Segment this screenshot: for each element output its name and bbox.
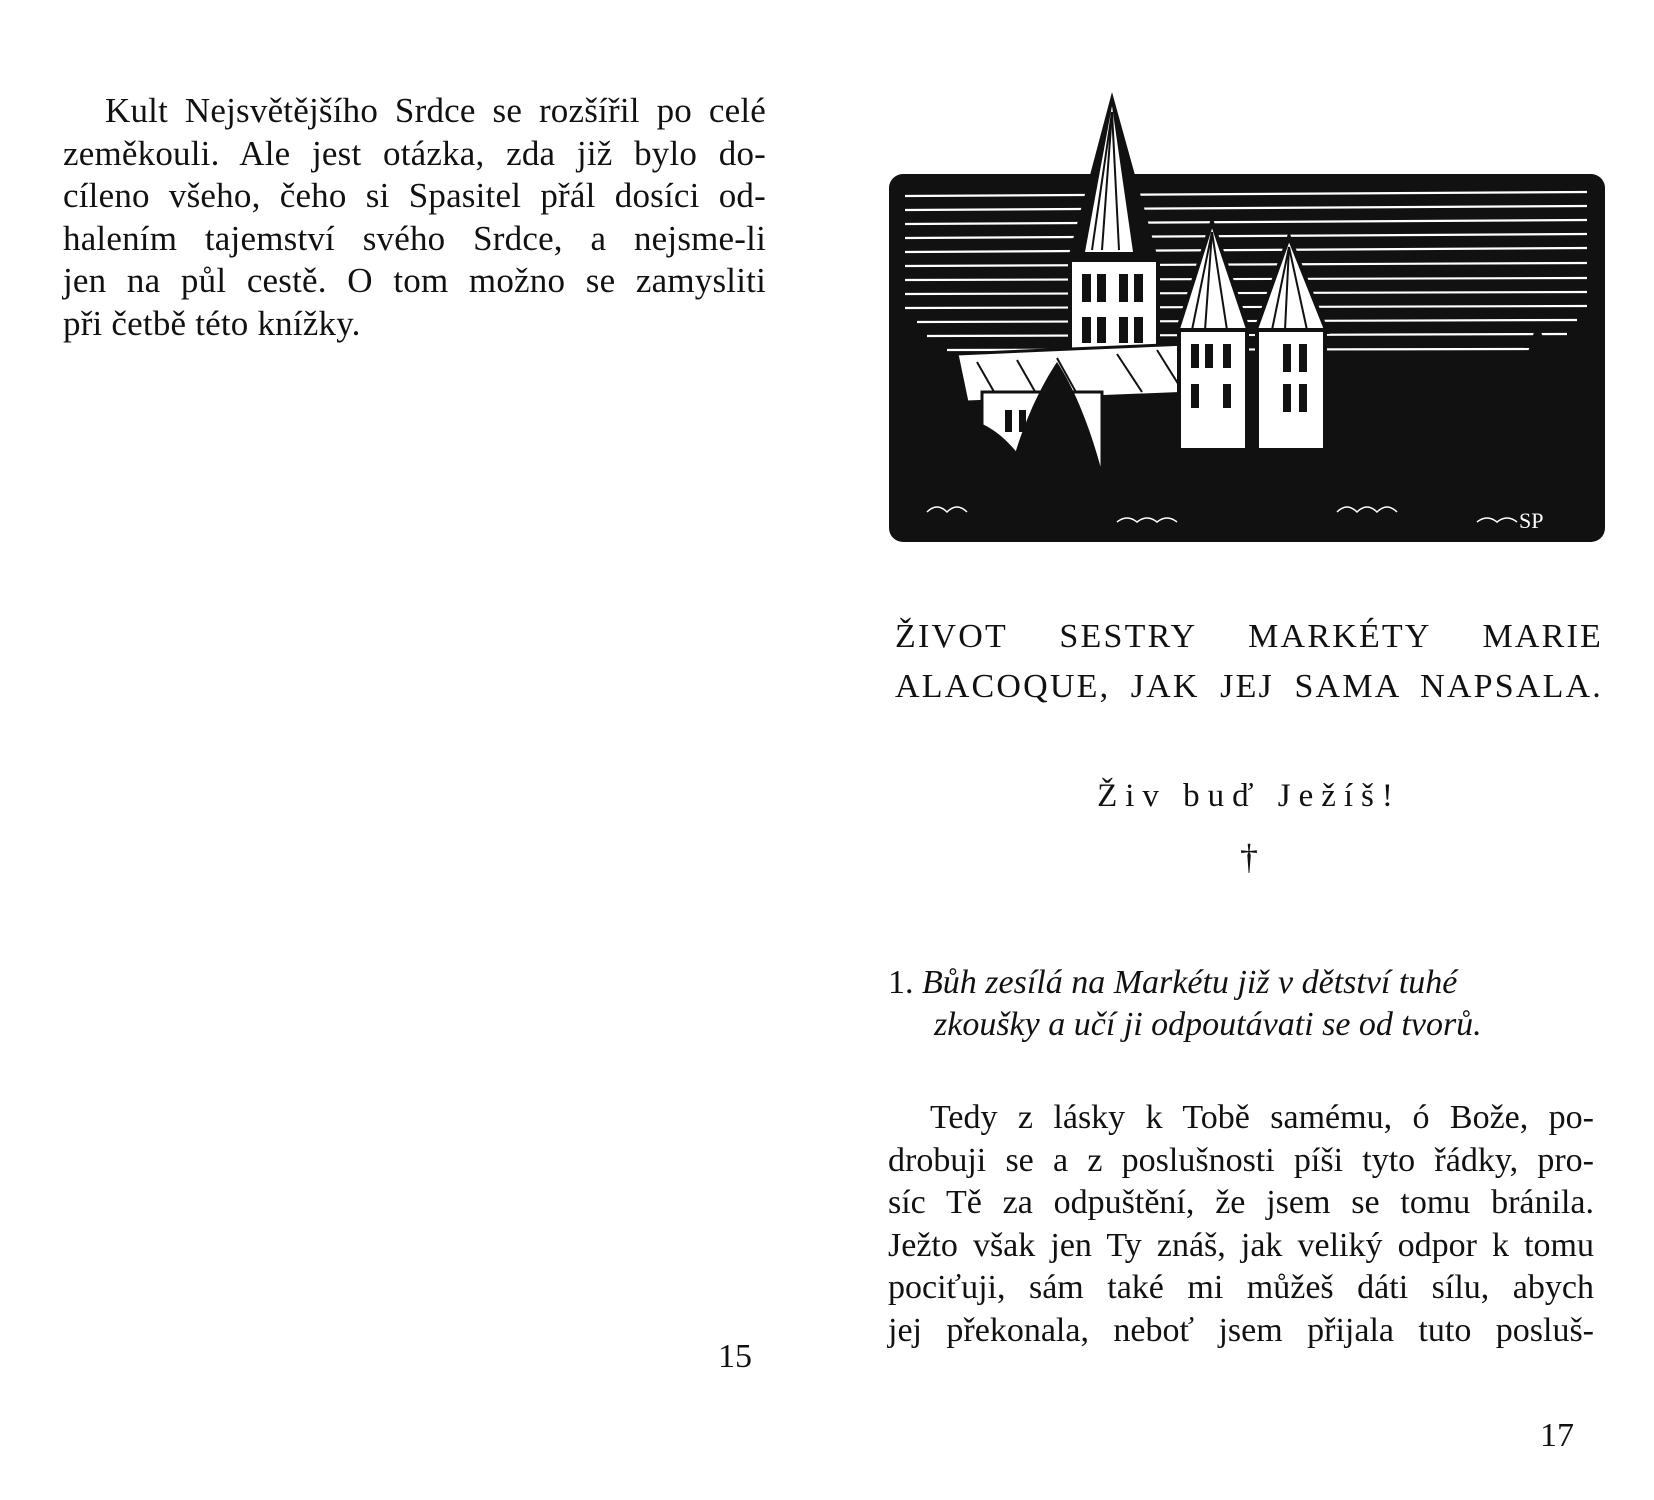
illustration-monogram: SP — [1519, 508, 1544, 533]
cross-icon: † — [1240, 837, 1258, 877]
text-line: jej překonala, neboť jsem přijala tuto posluš- — [888, 1311, 1594, 1349]
left-paragraph — [63, 90, 766, 345]
woodcut-illustration — [887, 92, 1607, 544]
text-line: jen na půl cestě. O tom možno se zamysliti — [63, 261, 766, 300]
section-title-line-2: zkoušky a učí ji odpoutávati se od tvorů. — [934, 1006, 1482, 1043]
text-line: halením tajemství svého Srdce, a nejsme-li — [63, 218, 766, 258]
chapter-title — [895, 612, 1603, 712]
text-line: pociťuji, sám také mi můžeš dáti sílu, abych — [888, 1269, 1594, 1306]
section-number: 1. — [888, 964, 914, 1001]
text-line: drobuji se a z poslušnosti píši tyto řádky, pro- — [888, 1141, 1594, 1179]
text-line: síc Tě za odpuštění, že jsem se tomu bránila. — [888, 1184, 1594, 1221]
chapter-title-line: ŽIVOT SESTRY MARKÉTY MARIE — [895, 618, 1603, 655]
text-line: při četbě této knížky. — [63, 303, 361, 343]
section-heading — [888, 962, 1596, 1046]
right-paragraph — [888, 1097, 1594, 1352]
text-line: Ježto však jen Ty znáš, jak veliký odpor k tomu — [888, 1226, 1594, 1264]
text-line: zeměkouli. Ale jest otázka, zda již bylo do- — [63, 133, 766, 173]
section-heading-line-1 — [888, 962, 1596, 1004]
page-number-left: 15 — [718, 1338, 752, 1375]
page-number-right: 17 — [1540, 1417, 1574, 1454]
text-line: Kult Nejsvětějšího Srdce se rozšířil po celé — [105, 91, 766, 130]
chapter-title-line: ALACOQUE, JAK JEJ SAMA NAPSALA. — [895, 668, 1603, 705]
text-line: Tedy z lásky k Tobě samému, ó Bože, po- — [930, 1099, 1594, 1136]
invocation: Živ buď Ježíš! — [1097, 778, 1401, 814]
section-title-line-1: Bůh zesílá na Markétu již v dětství tuhé — [922, 964, 1458, 1001]
text-line: cíleno všeho, čeho si Spasitel přál dosíci od- — [63, 176, 766, 215]
